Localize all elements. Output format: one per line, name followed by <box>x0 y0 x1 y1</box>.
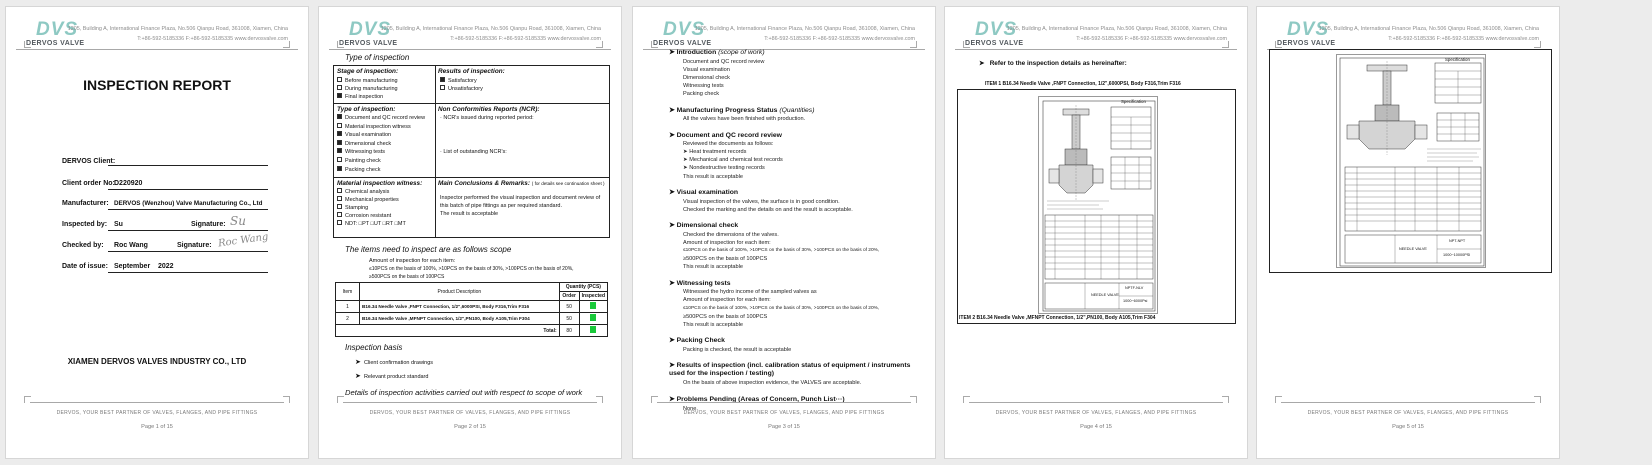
section-line: ≤10PCS on the basis of 100%, >10PCS on the basis of 30%, >100PCS on the basis of 20%, <box>683 248 880 253</box>
unchecked-box-icon <box>337 85 342 90</box>
arrow-bullet-icon: ➤ <box>669 106 677 114</box>
section-heading <box>669 362 919 378</box>
col-qty-header: Quantity (PCS) <box>559 283 607 292</box>
section-line: ➤ Mechanical and chemical test records <box>683 157 783 164</box>
order-value: D220920 <box>114 180 143 187</box>
type-option <box>337 157 381 164</box>
drawing-name: NEEDLE VALVE <box>1399 247 1427 251</box>
arrow-bullet-icon: ➤ <box>669 362 677 370</box>
refer-intro: ➤ Refer to the inspection details as hereinafter: <box>979 60 1127 67</box>
page-number: Page 2 of 15 <box>454 424 486 430</box>
header-address: 1205, Building A, International Finance Plaza, No.506 Qianpu Road, 361008, Xiamen, China T:+86-592-5185336 F:+86-592-5185335 www.dervosvalve.com <box>67 26 288 42</box>
needle-valve-drawing <box>1337 55 1487 269</box>
valve-drawing <box>1336 54 1486 268</box>
section-title: Packing Check <box>676 337 725 345</box>
col-order-header: Order <box>559 292 579 301</box>
section-line: ≤10PCS on the basis of 100%, >10PCS on the basis of 30%, >100PCS on the basis of 20%, <box>683 305 880 311</box>
section-line: Reviewed the documents as follows: <box>683 141 774 148</box>
option-label: Mechanical properties <box>345 197 399 203</box>
page-2 <box>318 6 622 459</box>
section-note: (scope of work) <box>718 49 765 56</box>
type-option <box>337 114 425 121</box>
section-line: ≥500PCS on the basis of 100PCS <box>683 256 768 263</box>
header-address: 1205, Building A, International Finance Plaza, No.506 Qianpu Road, 361008, Xiamen, China T:+86-592-5185336 F:+86-592-5185335 www.dervosvalve.com <box>1006 26 1227 42</box>
footer-tagline: DERVOS, YOUR BEST PARTNER OF VALVES, FLANGES, AND PIPE FITTINGS <box>56 410 258 416</box>
material-heading: Material inspection witness: <box>337 180 423 187</box>
inspected-value: Su <box>114 221 123 228</box>
footer-tagline: DERVOS, YOUR BEST PARTNER OF VALVES, FLANGES, AND PIPE FITTINGS <box>995 410 1197 416</box>
option-label: Witnessing tests <box>345 149 386 156</box>
section-line: Packing is checked, the result is acceptable <box>683 346 792 353</box>
results-heading: Results of inspection: <box>438 68 505 75</box>
unchecked-box-icon <box>337 77 342 82</box>
type-heading: Type of inspection <box>345 53 410 62</box>
report-title: INSPECTION REPORT <box>83 77 231 93</box>
option-label: Unsatisfactory <box>448 86 483 92</box>
date-value: September 2022 <box>114 263 174 270</box>
arrow-bullet-icon: ➤ <box>669 396 677 403</box>
dvs-logo: DVS DERVOS VALVE <box>965 19 1024 47</box>
unchecked-box-icon <box>337 220 342 225</box>
material-option <box>337 196 399 203</box>
section-line: This result is acceptable <box>683 264 744 271</box>
option-label: Visual examination <box>345 132 392 139</box>
unchecked-box-icon <box>337 196 342 201</box>
stage-heading: Stage of inspection: <box>337 68 399 75</box>
page-5 <box>1256 6 1560 459</box>
checked-box-icon <box>337 148 342 153</box>
typeof-heading: Type of inspection: <box>337 106 396 113</box>
result-option <box>440 85 483 92</box>
material-option <box>337 188 389 195</box>
unchecked-box-icon <box>337 212 342 217</box>
option-label: Packing check <box>345 166 381 173</box>
header-address: 1205, Building A, International Finance Plaza, No.506 Qianpu Road, 361008, Xiamen, China T:+86-592-5185336 F:+86-592-5185335 www.dervosvalve.com <box>380 26 601 42</box>
section-line: Visual examination <box>683 66 730 73</box>
signature-label-2: Signature: <box>177 242 212 249</box>
type-option <box>337 140 391 147</box>
section-heading <box>669 280 919 288</box>
arrow-bullet-icon: ➤ <box>669 279 677 287</box>
company-name: XIAMEN DERVOS VALVES INDUSTRY CO., LTD <box>67 357 247 366</box>
option-label: Final inspection <box>345 94 384 100</box>
option-label: NDT: □PT □UT □RT □MT <box>345 221 406 227</box>
inspection-summary-box <box>333 65 610 238</box>
section-title: Manufacturing Progress Status <box>676 106 778 114</box>
item-frame <box>1269 49 1552 273</box>
scope-line-3: ≥500PCS on the basis of 100PCS <box>369 274 445 280</box>
unchecked-box-icon <box>337 123 342 128</box>
basis-heading: Inspection basis <box>345 343 403 352</box>
footer-tagline: DERVOS, YOUR BEST PARTNER OF VALVES, FLANGES, AND PIPE FITTINGS <box>369 410 571 416</box>
section-line: Visual inspection of the valves, the surface is in good condition. <box>683 198 840 205</box>
conclusion-text-2: this batch of pipe fittings as per required standard. <box>440 203 562 209</box>
section-line: Packing check <box>683 90 720 97</box>
material-option <box>337 220 406 227</box>
checked-box-icon <box>337 93 342 98</box>
scope-heading: The items need to inspect are as follows scope <box>345 245 512 254</box>
section-line: This result is acceptable <box>683 321 744 328</box>
scope-line-2: ≤10PCS on the basis of 100%, >10PCS on the basis of 30%, >100PCS on the basis of 20%, <box>369 266 574 272</box>
inspected-mark <box>590 314 596 321</box>
item2-caption: ITEM 2 B16.34 Needle Valve ,MFNPT Connection, 1/2",PN100, Body A105,Trim F304 <box>959 315 1156 321</box>
section-line: Checked the dimensions of the valves. <box>683 231 779 238</box>
conclusion-text-3: The result is acceptable <box>440 211 499 217</box>
option-label: Painting check <box>345 158 381 164</box>
checked-value: Roc Wang <box>114 242 148 249</box>
basis-item-1: ➤ Client confirmation drawings <box>355 359 434 366</box>
item-frame <box>957 89 1236 324</box>
unchecked-box-icon <box>337 188 342 193</box>
dvs-logo: DVS DERVOS VALVE <box>653 19 712 47</box>
stage-option <box>337 77 398 84</box>
type-option <box>337 123 411 130</box>
section-line: ➤ Heat treatment records <box>683 149 747 156</box>
section-line: Checked the marking and the details on and the result is acceptable. <box>683 206 853 213</box>
option-label: During manufacturing <box>345 86 398 92</box>
basis-item-2: ➤ Relevant product standard <box>355 373 429 380</box>
type-option <box>337 148 385 155</box>
col-desc-header: Product Description <box>360 283 560 301</box>
section-heading <box>669 49 919 57</box>
needle-valve-drawing <box>1039 97 1159 315</box>
page-number: Page 4 of 15 <box>1080 424 1112 430</box>
header-address: 1205, Building A, International Finance Plaza, No.506 Qianpu Road, 361008, Xiamen, China T:+86-592-5185336 F:+86-592-5185335 www.dervosvalve.com <box>694 26 915 42</box>
table-row: 1 B16.34 Needle Valve ,FNPT Connection, 1/2",6000PSI, Body F316,Trim F316 50 <box>336 301 608 313</box>
section-line: All the valves have been finished with production. <box>683 116 806 122</box>
scope-line-1: Amount of inspection for each item: <box>369 258 456 264</box>
section-line: Witnessing tests <box>683 82 724 89</box>
header-address: 1205, Building A, International Finance Plaza, No.506 Qianpu Road, 361008, Xiamen, China T:+86-592-5185336 F:+86-592-5185335 www.dervosvalve.com <box>1318 26 1539 42</box>
section-line: This result is acceptable <box>683 173 744 180</box>
section-line: Document and QC record review <box>683 58 765 65</box>
section-note: (Quantities) <box>779 106 815 114</box>
signature-label-1: Signature: <box>191 221 226 228</box>
checked-label: Checked by: <box>62 242 104 249</box>
drawing-title: Specification <box>1445 57 1470 62</box>
unchecked-box-icon <box>337 157 342 162</box>
details-heading: Details of inspection activities carried out with respect to scope of work <box>345 388 583 397</box>
signature-1: Su <box>230 214 246 228</box>
option-label: Stamping <box>345 205 369 211</box>
drawing-pressure: 1000~6000Psi <box>1123 299 1148 303</box>
drawing-title: Specification <box>1121 99 1146 104</box>
page-number: Page 5 of 15 <box>1392 424 1424 430</box>
item1-caption: ITEM 1 B16.34 Needle Valve ,FNPT Connection, 1/2",6000PSI, Body F316,Trim F316 <box>985 81 1181 87</box>
date-label: Date of issue: <box>62 263 108 270</box>
section-line: Amount of inspection for each item: <box>683 239 771 246</box>
material-option <box>337 204 368 211</box>
section-title: Visual examination <box>676 189 739 197</box>
option-label: Document and QC record review <box>345 115 426 121</box>
drawing-code: NPT-NPT <box>1449 239 1466 243</box>
manufacturer-value: DERVOS (Wenzhou) Valve Manufacturing Co., Ltd <box>114 200 263 207</box>
arrow-bullet-icon: ➤ <box>669 49 677 56</box>
order-label: Client order No: <box>62 180 115 187</box>
arrow-bullet-icon: ➤ <box>669 131 677 139</box>
page-number: Page 3 of 15 <box>768 424 800 430</box>
ncr-item-1: · NCR's issued during reported period: <box>440 115 534 121</box>
page-3 <box>632 6 936 459</box>
section-title: Dimensional check <box>676 222 739 230</box>
section-heading <box>669 222 919 230</box>
section-line: On the basis of above inspection evidence, the VALVES are acceptable. <box>683 380 862 387</box>
option-label: Before manufacturing <box>345 78 398 84</box>
checked-box-icon <box>337 114 342 119</box>
arrow-bullet-icon: ➤ <box>669 337 677 345</box>
stage-option <box>337 85 398 92</box>
section-line: ➤ Nondestructive testing records <box>683 165 765 172</box>
client-label: DERVOS Client: <box>62 158 116 165</box>
items-table <box>335 282 608 337</box>
ncr-heading: Non Conformities Reports (NCR): <box>438 106 540 113</box>
section-line: Dimensional check <box>683 74 730 81</box>
table-total-row: Total: 80 <box>336 325 608 337</box>
section-heading <box>669 132 919 140</box>
section-line: ≥500PCS on the basis of 100PCS <box>683 313 768 320</box>
section-title: Results of inspection (incl. calibration status of equipment / instruments used for the inspection / testing) <box>669 362 911 378</box>
signature-2: Roc Wang <box>217 231 270 250</box>
dvs-logo: DVS DERVOS VALVE <box>26 19 85 47</box>
section-line: Witnessed the hydro income of the sampled valves as <box>683 289 817 296</box>
section-title: Introduction <box>676 49 717 56</box>
page-1 <box>5 6 309 459</box>
table-row: 2 B16.34 Needle Valve ,MFNPT Connection, 1/2",PN100, Body A105,Trim F304 50 <box>336 313 608 325</box>
section-heading <box>669 189 919 197</box>
option-label: Corrosion resistant <box>345 213 392 219</box>
col-item-header: Item <box>336 283 360 301</box>
section-line: Amount of inspection for each item: <box>683 297 771 304</box>
dvs-logo: DVS DERVOS VALVE <box>339 19 398 47</box>
footer-tagline: DERVOS, YOUR BEST PARTNER OF VALVES, FLANGES, AND PIPE FITTINGS <box>1307 410 1509 416</box>
page-number: Page 1 of 15 <box>141 424 173 430</box>
inspected-label: Inspected by: <box>62 221 108 228</box>
option-label: Chemical analysis <box>345 189 390 195</box>
checked-box-icon <box>440 77 445 82</box>
checked-box-icon <box>337 166 342 171</box>
unchecked-box-icon <box>337 204 342 209</box>
col-inspected-header: Inspected <box>579 292 607 301</box>
option-label: Material inspection witness <box>345 123 411 130</box>
section-heading <box>669 107 919 115</box>
ncr-item-2: · List of outstanding NCR's: <box>440 149 507 155</box>
valve-drawing <box>1038 96 1158 314</box>
conclusion-text-1: Inspector performed the visual inspection and document review of <box>440 195 601 201</box>
client-field <box>108 149 268 166</box>
conclusion-heading: Main Conclusions & Remarks: ( for details see continuation sheet ) <box>438 180 605 187</box>
section-title: Problems Pending (Areas of Concern, Punch List···) <box>676 396 845 403</box>
unchecked-box-icon <box>440 85 445 90</box>
dvs-logo: DVS DERVOS VALVE <box>1277 19 1336 47</box>
checked-box-icon <box>337 131 342 136</box>
page-4 <box>944 6 1248 459</box>
type-option <box>337 166 380 173</box>
section-title: Witnessing tests <box>676 279 731 287</box>
drawing-code: NPTF-NLV <box>1125 286 1144 290</box>
material-option <box>337 212 391 219</box>
checked-box-icon <box>337 140 342 145</box>
section-heading <box>669 337 919 345</box>
arrow-bullet-icon: ➤ <box>669 189 677 197</box>
section-title: Document and QC record review <box>676 131 782 139</box>
type-option <box>337 131 391 138</box>
drawing-pressure: 1000~10000PSI <box>1443 253 1471 257</box>
drawing-name: NEEDLE VALVE <box>1091 293 1119 297</box>
manufacturer-label: Manufacturer: <box>62 200 109 207</box>
arrow-bullet-icon: ➤ <box>669 222 677 230</box>
result-option <box>440 77 477 84</box>
footer-tagline: DERVOS, YOUR BEST PARTNER OF VALVES, FLANGES, AND PIPE FITTINGS <box>683 410 885 416</box>
option-label: Dimensional check <box>345 140 392 147</box>
section-line: None. <box>683 405 698 412</box>
stage-option <box>337 93 383 100</box>
option-label: Satisfactory <box>448 78 477 84</box>
inspected-mark <box>590 302 596 309</box>
inspected-mark <box>590 326 596 333</box>
